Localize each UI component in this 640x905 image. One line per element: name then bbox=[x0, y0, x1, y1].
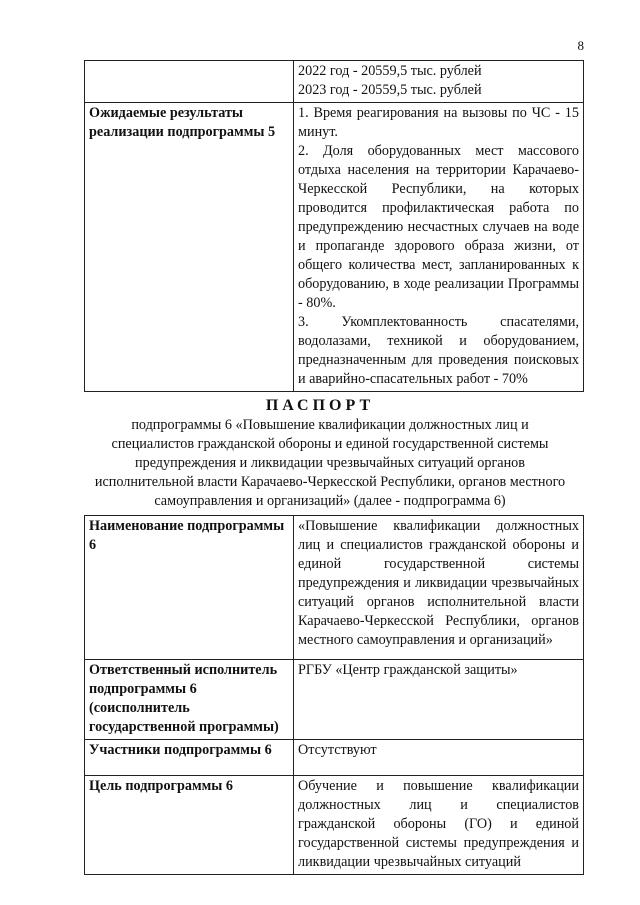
table-row bbox=[85, 740, 584, 776]
table-row bbox=[85, 103, 584, 392]
funding-years-cell bbox=[294, 61, 584, 103]
expected-result-3: 3. Укомплектованность спасателями, водолазами, техникой и оборудованием, предназначенным для проведения поисковых и аварийно-спасательных работ - 70% bbox=[298, 314, 579, 387]
passport-subtitle: подпрограммы 6 «Повышение квалификации должностных лиц и специалистов гражданской обороны и единой государственной системы предупреждения и ликвидации чрезвычайных ситуаций органов исполнительной власти Карачаево-Черкесской Республики, органов местного самоуправления и организаций» (далее - подпрограмма 6) bbox=[94, 417, 566, 509]
participants-label: Участники подпрограммы 6 bbox=[85, 740, 294, 776]
row-label-empty bbox=[85, 61, 294, 103]
expected-result-1: 1. Время реагирования на вызовы по ЧС - 15 минут. bbox=[298, 105, 579, 140]
table-row bbox=[85, 61, 584, 103]
page-number: 8 bbox=[577, 38, 584, 53]
expected-results-cell bbox=[294, 103, 584, 392]
expected-result-2: 2. Доля оборудованных мест массового отдыха населения на территории Карачаево-Черкесской Республики, на которых проводится профилактическая работа по предупреждению несчастных случаев на воде и пропаганде здорового образа жизни, от общего количества мест, запланированных к оборудованию, в ходе реализации Программы - 80%. bbox=[298, 143, 579, 311]
goal-label: Цель подпрограммы 6 bbox=[85, 776, 294, 875]
funding-2023: 2023 год - 20559,5 тыс. рублей bbox=[298, 82, 482, 98]
responsible-executor-label: Ответственный исполнитель подпрограммы 6 (соисполнитель государственной программы) bbox=[85, 660, 294, 740]
subprogram-name-value: «Повышение квалификации должностных лиц и специалистов гражданской обороны и единой государственной системы предупреждения и ликвидации чрезвычайных ситуаций органов исполнительной власти Карачаево-Черкесской Республики, органов местного самоуправления и организаций» bbox=[294, 516, 584, 660]
subprogram-6-passport-table bbox=[84, 515, 584, 875]
table-row bbox=[85, 776, 584, 875]
subprogram-name-label: Наименование подпрограммы 6 bbox=[85, 516, 294, 660]
expected-results-label: Ожидаемые результаты реализации подпрограммы 5 bbox=[85, 103, 294, 392]
passport-title: ПАСПОРТ bbox=[265, 397, 375, 414]
subprogram-5-passport-table-continuation bbox=[84, 60, 584, 392]
responsible-executor-value: РГБУ «Центр гражданской защиты» bbox=[294, 660, 584, 740]
table-row bbox=[85, 516, 584, 660]
funding-2022: 2022 год - 20559,5 тыс. рублей bbox=[298, 63, 482, 79]
participants-value: Отсутствуют bbox=[294, 740, 584, 776]
goal-value: Обучение и повышение квалификации должностных лиц и специалистов гражданской обороны (ГО) и единой государственной системы предупреждения и ликвидации чрезвычайных ситуаций bbox=[294, 776, 584, 875]
table-row bbox=[85, 660, 584, 740]
